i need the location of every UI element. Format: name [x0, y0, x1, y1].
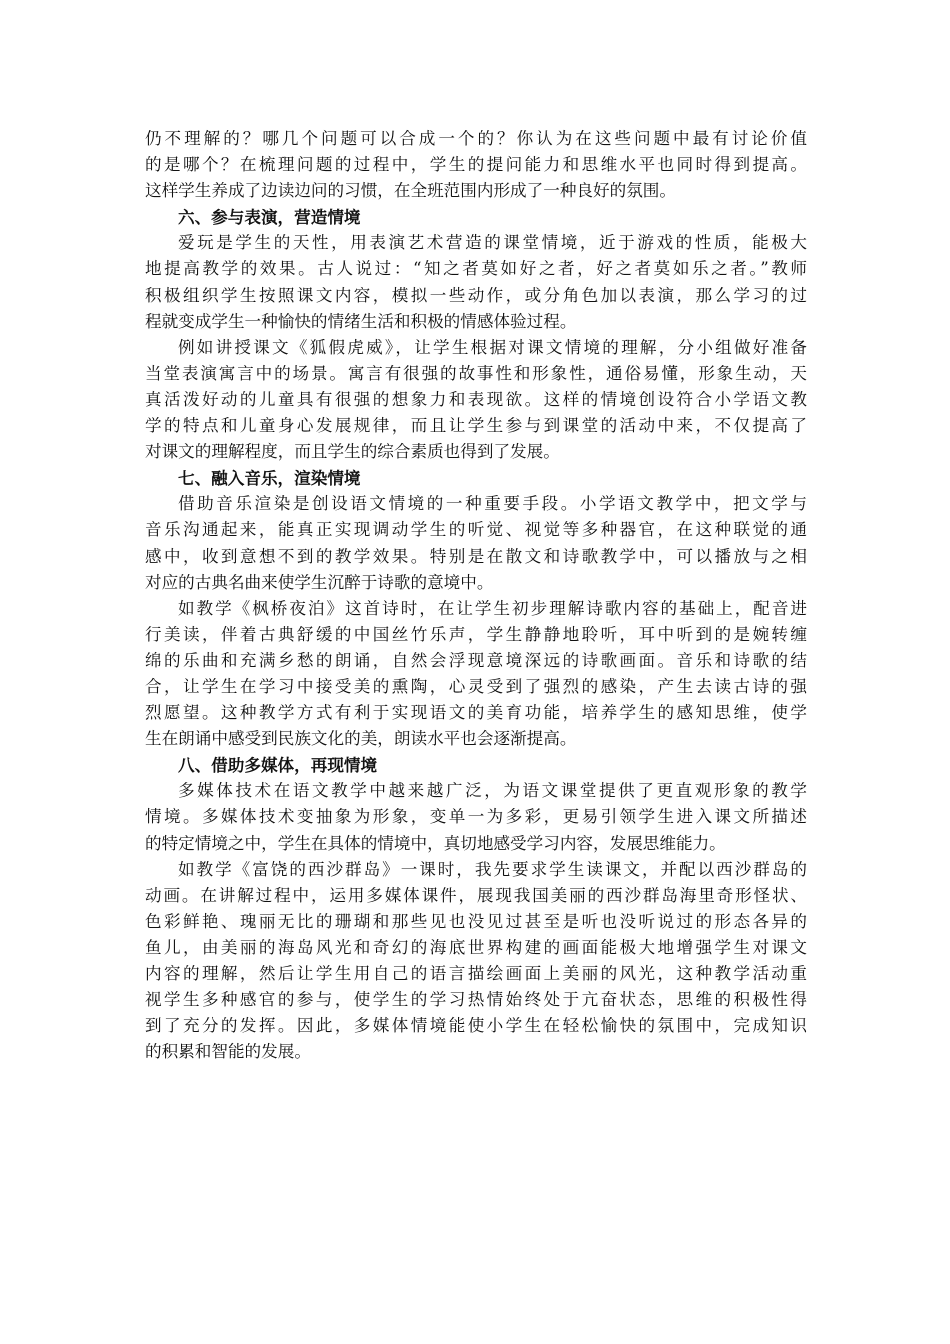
- text-line: 仍不理解的？哪几个问题可以合成一个的？你认为在这些问题中最有讨论价值: [145, 129, 807, 148]
- text-line: 如教学《富饶的西沙群岛》一课时，我先要求学生读课文，并配以西沙群岛的: [178, 859, 807, 879]
- paragraph: [145, 491, 807, 595]
- section-heading: 八、借助多媒体，再现情境: [178, 755, 378, 776]
- text-line: 感中，收到意想不到的教学效果。特别是在散文和诗歌教学中，可以播放与之相: [145, 546, 807, 566]
- text-line: 积极组织学生按照课文内容，模拟一些动作，或分角色加以表演，那么学习的过: [145, 285, 807, 305]
- text-line: 如教学《枫桥夜泊》这首诗时，在让学生初步理解诗歌内容的基础上，配音进: [178, 598, 807, 618]
- text-line: 借助音乐渲染是创设语文情境的一种重要手段。小学语文教学中，把文学与: [178, 494, 807, 514]
- text-line: 的积累和智能的发展。: [145, 1042, 311, 1062]
- paragraph: [145, 857, 807, 1066]
- text-line: 真活泼好动的儿童具有很强的想象力和表现欲。这样的情境创设符合小学语文教: [145, 389, 807, 409]
- text-line: 色彩鲜艳、瑰丽无比的珊瑚和那些见也没见过甚至是听也没听说过的形态各异的: [145, 911, 807, 931]
- document-page: [145, 126, 807, 1065]
- text-line: 动画。在讲解过程中，运用多媒体课件，展现我国美丽的西沙群岛海里奇形怪状、: [145, 885, 807, 905]
- text-line: 鱼儿，由美丽的海岛风光和奇幻的海底世界构建的画面能极大地增强学生对课文: [145, 937, 807, 957]
- text-line: 当堂表演寓言中的场景。寓言有很强的故事性和形象性，通俗易懂，形象生动，天: [145, 363, 807, 383]
- paragraph: [145, 596, 807, 753]
- text-line: 内容的理解，然后让学生用自己的语言描绘画面上美丽的风光，这种教学活动重: [145, 964, 807, 983]
- text-line: 到了充分的发挥。因此，多媒体情境能使小学生在轻松愉快的氛围中，完成知识: [145, 1016, 807, 1036]
- text-line: 的特定情境之中，学生在具体的情境中，真切地感受学习内容，发展思维能力。: [145, 833, 726, 853]
- text-line: 例如讲授课文《狐假虎威》，让学生根据对课文情境的理解，分小组做好准备: [178, 337, 807, 357]
- text-line: 的是哪个？在梳理问题的过程中，学生的提问能力和思维水平也同时得到提高。: [145, 155, 807, 175]
- text-line: 绵的乐曲和充满乡愁的朗诵，自然会浮现意境深远的诗歌画面。音乐和诗歌的结: [145, 650, 807, 670]
- text-line: 行美读，伴着古典舒缓的中国丝竹乐声，学生静静地聆听，耳中听到的是婉转缠: [145, 624, 807, 644]
- text-line: 这样学生养成了边读边问的习惯，在全班范围内形成了一种良好的氛围。: [145, 181, 676, 201]
- text-line: 多媒体技术在语文教学中越来越广泛，为语文课堂提供了更直观形象的教学: [178, 781, 807, 801]
- text-line: 地提高教学的效果。古人说过：“知之者莫如好之者，好之者莫如乐之者。”教师: [145, 259, 807, 279]
- paragraph: [145, 126, 807, 204]
- paragraph: [145, 778, 807, 856]
- text-line: 学的特点和儿童身心发展规律，而且让学生参与到课堂的活动中来，不仅提高了: [145, 416, 807, 436]
- paragraph: [145, 335, 807, 465]
- text-line: 音乐沟通起来，能真正实现调动学生的听觉、视觉等多种器官，在这种联觉的通: [145, 520, 807, 540]
- text-line: 对应的古典名曲来使学生沉醉于诗歌的意境中。: [145, 572, 494, 592]
- section-heading: 七、融入音乐，渲染情境: [178, 468, 361, 489]
- section-heading: 六、参与表演，营造情境: [178, 207, 361, 228]
- text-line: 爱玩是学生的天性，用表演艺术营造的课堂情境，近于游戏的性质，能极大: [178, 233, 807, 253]
- text-line: 合，让学生在学习中接受美的熏陶，心灵受到了强烈的感染，产生去读古诗的强: [145, 676, 807, 696]
- document-body: [145, 126, 807, 1065]
- text-line: 情境。多媒体技术变抽象为形象，变单一为多彩，更易引领学生进入课文所描述: [145, 807, 807, 827]
- text-line: 程就变成学生一种愉快的情绪生活和积极的情感体验过程。: [145, 311, 577, 331]
- text-line: 生在朗诵中感受到民族文化的美，朗读水平也会逐渐提高。: [145, 729, 577, 749]
- text-line: 视学生多种感官的参与，使学生的学习热情始终处于亢奋状态，思维的积极性得: [145, 990, 807, 1010]
- text-line: 烈愿望。这种教学方式有利于实现语文的美育功能，培养学生的感知思维，使学: [145, 703, 807, 723]
- text-line: 对课文的理解程度，而且学生的综合素质也得到了发展。: [145, 442, 560, 462]
- paragraph: [145, 230, 807, 334]
